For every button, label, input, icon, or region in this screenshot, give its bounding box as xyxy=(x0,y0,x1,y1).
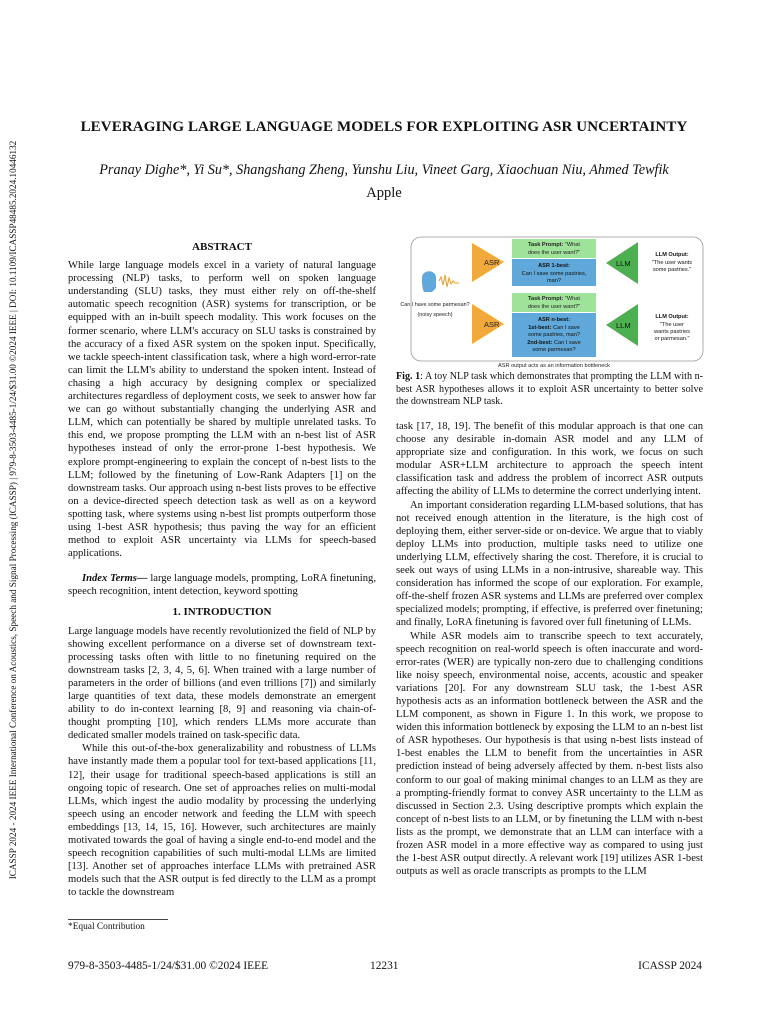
llm-output-top-line1: "The user wants xyxy=(651,260,693,266)
asr-label-top: ASR xyxy=(484,258,500,267)
speech-text: Can I have some parmesan? xyxy=(400,302,470,308)
footnote-rule xyxy=(68,919,168,920)
index-terms-text: large language models, prompting, LoRA finetuning, speech recognition, intent detection, keyword spotting xyxy=(68,573,376,598)
footnote: *Equal Contribution xyxy=(68,922,145,932)
intro-paragraph-1: Large language models have recently revolutionized the field of NLP by showing excellent performance on a diverse set of downstream text-processing tasks often with little to no finetuning required on the downstream tasks [2, 3, 4, 5, 6]. When trained with a large number of parameters in the order of billions (and even trillions [7]) and similarly large quantities of text data, these models demonstrate an emergent ability to do in-context learning [8, 9] and reasoning via chain-of-thought prompting [10], which renders LLMs more accurate than dedicated smaller models trained on task-specific data. xyxy=(68,625,376,742)
llm-output-bottom-line1: "The user xyxy=(659,322,685,328)
llm-output-bottom-label: LLM Output: xyxy=(655,314,689,320)
right-paragraph-2: An important consideration regarding LLM-based solutions, that has not received enough attention in the literature, is the high cost of deploying them, either server-side or on-device. We argue that to viably deploy LLMs into production, multiple tasks need to utilize one underlying LLM, effectively sharing the cost. Therefore, it is crucial to seek out ways of using LLMs in a non-intrusive, shareable way. This consideration has informed the scope of our exploration. For example, off-the-shelf frozen ASR systems and LLMs are preferred over complex specialized models; prompting, if effective, is preferred over finetuning; and finally, LoRA finetuning is favored over full finetuning of LLMs. xyxy=(396,499,703,629)
noisy-speech-label: (noisy speech) xyxy=(417,312,453,318)
asr-1best-line1: Can I save some pastries, xyxy=(521,271,587,277)
asr-nbest-heading: ASR n-best: xyxy=(537,317,571,323)
intro-heading: 1. INTRODUCTION xyxy=(172,606,272,619)
right-column xyxy=(396,420,703,878)
index-terms-label: Index Terms— xyxy=(82,573,148,585)
nbest-second-line2: some parmesan? xyxy=(532,347,576,353)
asr-1best-heading: ASR 1-best: xyxy=(538,263,570,269)
asr-label-bottom: ASR xyxy=(484,320,500,329)
affiliation: Apple xyxy=(366,185,402,201)
nbest-second-line1: 2nd-best: Can I save xyxy=(527,340,581,346)
llm-output-top-label: LLM Output: xyxy=(655,252,689,258)
llm-label-top: LLM xyxy=(616,259,631,268)
figure-1-caption xyxy=(396,371,703,409)
doi-sidebar-text: ICASSP 2024 - 2024 IEEE International Conference on Acoustics, Speech and Signal Processing (ICASSP) | 979-8-3503-4485-1/24/$31.00 ©2024 IEEE | DOI: 10.1109/ICASSP48485.2024.10446132 xyxy=(8,140,18,880)
paper-title: LEVERAGING LARGE LANGUAGE MODELS FOR EXPLOITING ASR UNCERTAINTY xyxy=(80,119,688,135)
task-prompt-bottom-line2: does the user want?" xyxy=(527,304,581,310)
llm-output-top-line2: some pastries." xyxy=(652,267,692,273)
doi-sidebar xyxy=(4,95,22,925)
task-prompt-top-line1: Task Prompt: "What xyxy=(528,242,580,248)
footer-right: ICASSP 2024 xyxy=(638,960,702,972)
intro-paragraph-2: While this out-of-the-box generalizability and robustness of LLMs have instantly made them a popular tool for text-based applications [11, 12], their usage for traditional speech-based applications is still an ongoing topic of research. One set of approaches relies on multi-modal LLMs, which ingest the audio modality by processing the underlying speech using an encoder network and feeding the LLM with speech embeddings [13, 14, 15, 16]. However, such architectures are mainly motivated towards the goal of having a single end-to-end model and the speech recognition capabilities of such multi-modal LLMs are limited [13]. Another set of approaches interface LLMs with pretrained ASR models such that the ASR output is fed directly to the LLM as a prompt to tackle the downstream xyxy=(68,743,376,899)
task-prompt-bottom-line1: Task Prompt: "What xyxy=(528,296,580,302)
nbest-first-line2: some pastries, man? xyxy=(528,332,580,338)
page-number: 12231 xyxy=(370,960,399,972)
footer-left: 979-8-3503-4485-1/24/$31.00 ©2024 IEEE xyxy=(68,960,269,972)
index-terms xyxy=(68,572,376,598)
abstract-heading: ABSTRACT xyxy=(192,241,252,253)
llm-output-bottom-line2: wants pastries xyxy=(654,329,690,335)
task-prompt-top-line2: does the user want?" xyxy=(527,250,581,256)
caption-label: Fig. 1 xyxy=(396,371,421,382)
right-paragraph-1: task [17, 18, 19]. The benefit of this modular approach is that one can choose any desirable in-domain ASR model and any LLM of appropriate size and configuration. In this work, we focus on such modular ASR+LLM architecture to approach the speech intent classification task and address the problem of incorrect ASR outputs affecting the ability of LLMs to determine the correct underlying intent. xyxy=(396,421,703,498)
abstract-text: While large language models excel in a variety of natural language processing (NLP) tasks, to perform well on spoken language understanding (SLU) tasks, they must either rely on off-the-shelf automatic speech recognition (ASR) systems for transcription, or be equipped with an in-built speech modality. This work focuses on the former scenario, where LLM's accuracy on SLU tasks is constrained by the accuracy of a fixed ASR system on the spoken input. Specifically, we tackle speech-intent classification task, where a high word-error-rate can limit the LLM's ability to understand the spoken intent. Instead of chasing a high accuracy by designing complex or specialized architectures regardless of deployment costs, we seek to answer how far we can go without substantially changing the underlying ASR and LLM, which can potentially be shared by multiple unrelated tasks. To this end, we propose prompting the LLM with an n-best list of ASR hypotheses instead of only the error-prone 1-best hypothesis. We explore prompt-engineering to explain the concept of n-best lists to the LLM; followed by the finetuning of Low-Rank Adapters [1] on the downstream tasks. Our approach using n-best lists proves to be effective on a device-directed speech detection task as well as on a keyword spotting task, where systems using n-best list prompts outperform those using 1-best ASR hypothesis; thus paving the way for an efficient method to exploit ASR uncertainty via LLMs for speech-based applications. xyxy=(68,260,376,560)
caption-text: : A toy NLP task which demonstrates that prompting the LLM with n-best ASR hypotheses allows it to exploit ASR uncertainty to better solve the downstream NLP task. xyxy=(396,371,703,407)
figure-1-diagram xyxy=(400,236,704,370)
asr-1best-line2: man? xyxy=(547,278,561,284)
llm-label-bottom: LLM xyxy=(616,321,631,330)
llm-output-bottom-line3: or parmesan." xyxy=(654,336,690,342)
author-list: Pranay Dighe*, Yi Su*, Shangshang Zheng, Yunshu Liu, Vineet Garg, Xiaochuan Niu, Ahmed Tewfik xyxy=(99,162,669,178)
right-paragraph-3: While ASR models aim to transcribe speech to text accurately, speech recognition on real-world speech is often inaccurate and word-error-rates (WER) are typically non-zero due to challenging conditions like noisy speech, environmental noise, accents, acoustic and speaker variations [20]. For any downstream SLU task, the 1-best ASR hypothesis acts as an information bottleneck between the ASR and the LLM component, as shown in Figure 1. In this work, we propose to widen this information bottleneck by exposing the LLM to an n-best list of ASR hypotheses. Our hypothesis is that using n-best lists instead of 1-best enables the LLM to benefit from the uncertainties in ASR prediction instead of being adversely affected by them. n-best lists also conform to our goal of making minimal changes to an LLM as they are a prompting-friendly format to convey ASR uncertainty to the LLM as discussed in Section 2.3. Using descriptive prompts which explain the concept of n-best lists to an LLM, or by finetuning the LLM with n-best lists as the prompt, we demonstrate that an LLM can interface with a frozen ASR model in a more effective way as compared to using just the 1-best ASR output directly. A relevant work [19] utilizes ASR 1-best outputs as well as oracle transcripts as prompts to the LLM xyxy=(396,630,703,878)
left-column xyxy=(68,238,376,900)
nbest-first-line1: 1st-best: Can I save xyxy=(528,325,580,331)
bottleneck-label: ASR output acts as an information bottleneck xyxy=(498,363,610,369)
speaker-head-icon xyxy=(422,271,436,292)
